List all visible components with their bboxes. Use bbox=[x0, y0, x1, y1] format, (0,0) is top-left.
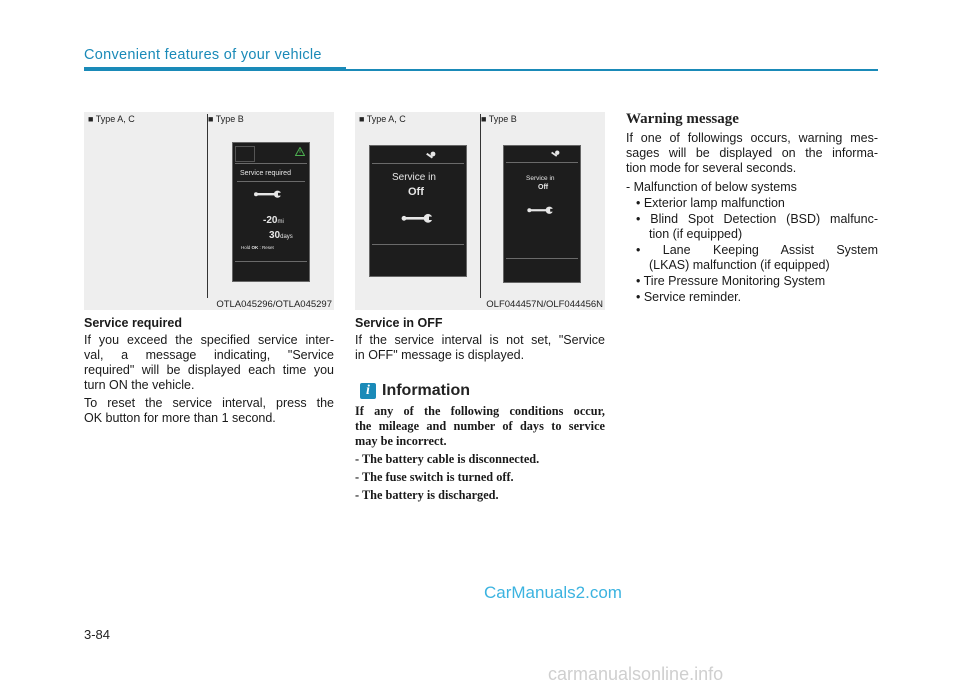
screen-days-unit: days bbox=[280, 234, 293, 240]
cluster-screen-type-b bbox=[503, 145, 581, 283]
warning-bullet-list: • Exterior lamp malfunction • Blind Spot Detection (BSD) malfunc- tion (if equipped) • Lane Keeping Assist System (LKAS) malfunction (if equipped) • Tire Pressure Monitoring System • Service reminder. bbox=[636, 196, 878, 304]
heading-warning-message: Warning message bbox=[626, 111, 739, 127]
watermark-carmanualsonline[interactable]: carmanualsonline.info bbox=[548, 664, 724, 684]
paragraph-service-in-off: If the service interval is not set, "Service in OFF" message is displayed. bbox=[355, 333, 605, 362]
heading-service-required: Service required bbox=[84, 316, 182, 330]
list-item: • Blind Spot Detection (BSD) malfunc- bbox=[636, 212, 878, 226]
screen-reset-text: : Reset bbox=[259, 245, 274, 250]
page-number: 3-84 bbox=[84, 627, 111, 642]
screen-service-in: Service in bbox=[392, 172, 436, 183]
screen-off: Off bbox=[538, 184, 549, 191]
wrench-icon bbox=[526, 205, 556, 215]
screen-title: Service required bbox=[240, 170, 291, 177]
figure-code: OTLA045296/OTLA045297 bbox=[216, 299, 332, 310]
section-header-title: Convenient features of your vehicle bbox=[84, 47, 322, 63]
information-bullet: - The battery is discharged. bbox=[355, 488, 499, 502]
paragraph-service-required: If you exceed the specified service inter- val, a message indicating, "Service required" will be displayed each time you turn ON the vehicle. bbox=[84, 333, 334, 392]
figure-divider bbox=[207, 114, 208, 298]
screen-tab bbox=[235, 146, 255, 162]
screen-ok-text: OK bbox=[251, 245, 259, 250]
figure-divider bbox=[480, 114, 481, 298]
figure-code: OLF044457N/OLF044456N bbox=[486, 299, 603, 310]
list-item: • Lane Keeping Assist System bbox=[636, 243, 878, 257]
watermark-carmanuals2[interactable]: CarManuals2.com bbox=[484, 583, 622, 602]
information-body: If any of the following conditions occur, the mileage and number of days to service may be incorrect. - The battery cable is disconnected. - The fuse switch is turned off. - The battery is discharged. bbox=[355, 404, 605, 502]
wrench-small-icon bbox=[425, 151, 436, 161]
screen-service-in: Service in bbox=[526, 175, 555, 182]
warning-icon bbox=[295, 147, 305, 156]
header-rule bbox=[84, 67, 346, 71]
figure-label-type-b: ■ Type B bbox=[481, 114, 517, 124]
list-item: • Exterior lamp malfunction bbox=[636, 196, 785, 210]
list-item: • Tire Pressure Monitoring System bbox=[636, 274, 826, 288]
screen-days: 30 bbox=[269, 230, 281, 241]
figure-label-type-a-c: ■ Type A, C bbox=[88, 114, 135, 124]
cluster-screen-service-required bbox=[232, 142, 310, 282]
list-item: • Service reminder. bbox=[636, 290, 742, 304]
information-bullet: - The fuse switch is turned off. bbox=[355, 470, 514, 484]
screen-off: Off bbox=[408, 186, 424, 198]
heading-service-in-off: Service in OFF bbox=[355, 316, 443, 330]
wrench-icon bbox=[253, 189, 283, 199]
screen-distance-unit: mi bbox=[277, 219, 284, 225]
screen-hold-text: Hold bbox=[241, 245, 251, 250]
paragraph-warning-intro: If one of followings occurs, warning mes- sages will be displayed on the informa- tion mode for several seconds. bbox=[626, 131, 878, 175]
information-bullet: - The battery cable is disconnected. bbox=[355, 452, 540, 466]
malfunction-dash-item: - Malfunction of below systems bbox=[626, 180, 797, 194]
information-title: Information bbox=[382, 382, 470, 399]
info-icon: i bbox=[360, 383, 376, 399]
wrench-icon bbox=[400, 212, 436, 224]
figure-label-type-b: ■ Type B bbox=[208, 114, 244, 124]
figure-service-required bbox=[84, 112, 334, 310]
cluster-screen-type-a bbox=[369, 145, 467, 277]
figure-service-in-off bbox=[355, 112, 605, 310]
header-rule-thin bbox=[346, 69, 878, 71]
paragraph-reset-interval: To reset the service interval, press the OK button for more than 1 second. bbox=[84, 396, 334, 425]
screen-distance: -20 bbox=[263, 215, 278, 226]
figure-label-type-a-c: ■ Type A, C bbox=[359, 114, 406, 124]
wrench-small-icon bbox=[550, 150, 560, 159]
